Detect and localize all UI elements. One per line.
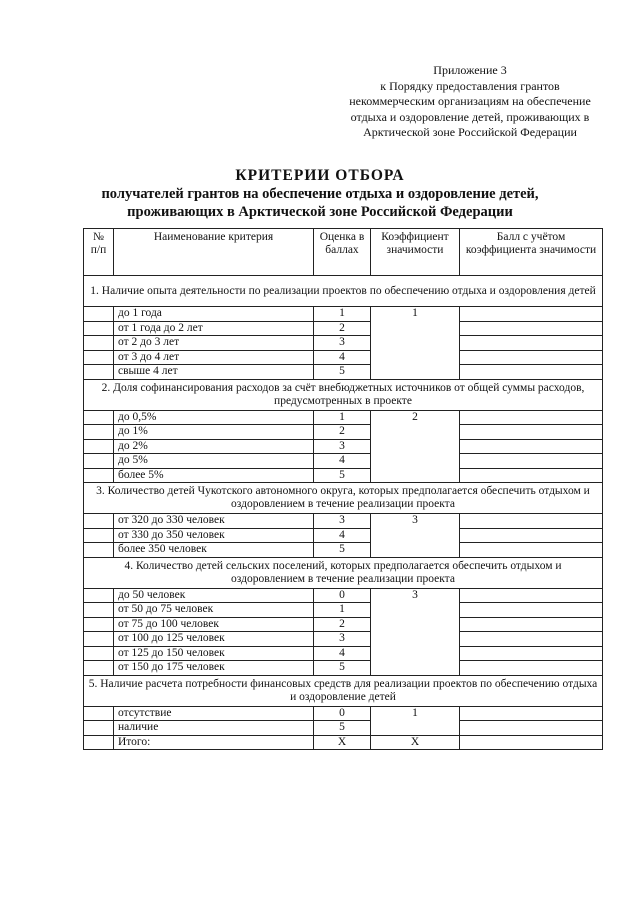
total-num-cell [84,735,114,750]
criteria-table [83,228,603,750]
header-coef: Коэффициент значимости [371,229,460,276]
row-score: 2 [314,617,371,632]
row-num-cell [84,721,114,736]
row-num-cell [84,588,114,603]
row-result-cell [460,646,603,661]
table-row [84,721,603,736]
row-label: более 350 человек [114,543,314,558]
table-row [84,543,603,558]
row-score: 2 [314,425,371,440]
row-score: 4 [314,528,371,543]
criterion-coef: 3 [371,588,460,675]
criterion-title: 4. Количество детей сельских поселений, которых предполагается обеспечить отдыхом и оздоровлением в течение реализации проекта [84,557,603,588]
row-result-cell [460,350,603,365]
appendix-line: Приложение 3 [433,63,507,77]
table-row [84,425,603,440]
row-result-cell [460,514,603,529]
row-num-cell [84,350,114,365]
row-num-cell [84,603,114,618]
criterion-title: 2. Доля софинансирования расходов за счёт внебюджетных источников от общей суммы расходов, предусмотренных в проекте [84,379,603,410]
row-score: 4 [314,454,371,469]
total-coef: X [371,735,460,750]
criterion-coef: 1 [371,307,460,380]
row-num-cell [84,706,114,721]
row-result-cell [460,468,603,483]
row-num-cell [84,454,114,469]
row-result-cell [460,528,603,543]
row-score: 5 [314,661,371,676]
row-label: до 5% [114,454,314,469]
row-label: от 100 до 125 человек [114,632,314,647]
row-result-cell [460,543,603,558]
criterion-title-row [84,557,603,588]
row-score: 2 [314,321,371,336]
header-name: Наименование критерия [114,229,314,276]
row-result-cell [460,307,603,322]
row-num-cell [84,528,114,543]
row-label: от 50 до 75 человек [114,603,314,618]
table-row [84,468,603,483]
row-score: 5 [314,721,371,736]
criterion-title-row [84,276,603,307]
table-row [84,410,603,425]
row-score: 1 [314,307,371,322]
table-row [84,661,603,676]
row-label: до 2% [114,439,314,454]
row-result-cell [460,617,603,632]
row-score: 3 [314,514,371,529]
header-score: Оценка в баллах [314,229,371,276]
title-main: КРИТЕРИИ ОТБОРА [235,167,405,184]
row-num-cell [84,336,114,351]
row-label: до 0,5% [114,410,314,425]
appendix-line: некоммерческим организациям на обеспечение [349,94,591,108]
row-label: от 320 до 330 человек [114,514,314,529]
row-label: наличие [114,721,314,736]
header-result: Балл с учётом коэффициента значимости [460,229,603,276]
criterion-title: 3. Количество детей Чукотского автономного округа, которых предполагается обеспечить отдыхом и оздоровлением в течение реализации проекта [84,483,603,514]
document-title [60,166,580,221]
row-label: до 1 года [114,307,314,322]
row-score: 0 [314,706,371,721]
row-result-cell [460,365,603,380]
row-label: от 75 до 100 человек [114,617,314,632]
row-score: 3 [314,336,371,351]
row-result-cell [460,439,603,454]
row-label: от 3 до 4 лет [114,350,314,365]
row-label: от 330 до 350 человек [114,528,314,543]
row-score: 3 [314,439,371,454]
row-result-cell [460,321,603,336]
table-body [84,276,603,750]
row-score: 5 [314,543,371,558]
criterion-title-row [84,379,603,410]
row-num-cell [84,439,114,454]
row-num-cell [84,410,114,425]
table-row [84,706,603,721]
appendix-header [320,63,620,141]
row-label: от 125 до 150 человек [114,646,314,661]
row-label: от 1 года до 2 лет [114,321,314,336]
criterion-title-row [84,675,603,706]
row-num-cell [84,543,114,558]
row-result-cell [460,632,603,647]
criterion-title: 1. Наличие опыта деятельности по реализации проектов по обеспечению отдыха и оздоровления детей [84,276,603,307]
table-row [84,514,603,529]
row-score: 4 [314,646,371,661]
table-row [84,617,603,632]
table-row [84,365,603,380]
criterion-coef: 2 [371,410,460,483]
row-score: 1 [314,410,371,425]
total-result-cell [460,735,603,750]
row-result-cell [460,588,603,603]
row-result-cell [460,603,603,618]
row-num-cell [84,514,114,529]
table-row [84,350,603,365]
row-num-cell [84,365,114,380]
title-subtitle-line-1: получателей грантов на обеспечение отдыха и оздоровление детей, [101,186,539,202]
row-num-cell [84,468,114,483]
row-result-cell [460,721,603,736]
title-subtitle-line-2: проживающих в Арктической зоне Российской Федерации [127,204,513,220]
table-header-row [84,229,603,276]
row-label: свыше 4 лет [114,365,314,380]
row-score: 5 [314,365,371,380]
row-score: 4 [314,350,371,365]
row-num-cell [84,307,114,322]
row-num-cell [84,661,114,676]
table-row [84,321,603,336]
table-row [84,588,603,603]
total-score: X [314,735,371,750]
row-label: от 150 до 175 человек [114,661,314,676]
table-row [84,439,603,454]
row-score: 0 [314,588,371,603]
total-label: Итого: [114,735,314,750]
criterion-title: 5. Наличие расчета потребности финансовых средств для реализации проектов по обеспечению отдыха и оздоровление детей [84,675,603,706]
row-num-cell [84,321,114,336]
row-result-cell [460,454,603,469]
row-num-cell [84,632,114,647]
table-row [84,646,603,661]
row-score: 3 [314,632,371,647]
appendix-line: к Порядку предоставления грантов [380,78,560,93]
row-label: отсутствие [114,706,314,721]
row-score: 5 [314,468,371,483]
appendix-line: отдыха и оздоровление детей, проживающих в [350,109,590,124]
criterion-title-row [84,483,603,514]
row-result-cell [460,410,603,425]
row-result-cell [460,336,603,351]
table-row [84,528,603,543]
table-row [84,307,603,322]
row-result-cell [460,706,603,721]
header-num: № п/п [84,229,114,276]
criterion-coef: 3 [371,514,460,558]
appendix-line: Арктической зоне Российской Федерации [363,125,577,139]
total-row [84,735,603,750]
table-row [84,454,603,469]
row-label: до 50 человек [114,588,314,603]
row-result-cell [460,425,603,440]
criterion-coef: 1 [371,706,460,735]
row-label: до 1% [114,425,314,440]
row-num-cell [84,646,114,661]
row-label: более 5% [114,468,314,483]
row-num-cell [84,425,114,440]
table-row [84,632,603,647]
row-score: 1 [314,603,371,618]
row-num-cell [84,617,114,632]
row-label: от 2 до 3 лет [114,336,314,351]
table-row [84,603,603,618]
row-result-cell [460,661,603,676]
table-row [84,336,603,351]
